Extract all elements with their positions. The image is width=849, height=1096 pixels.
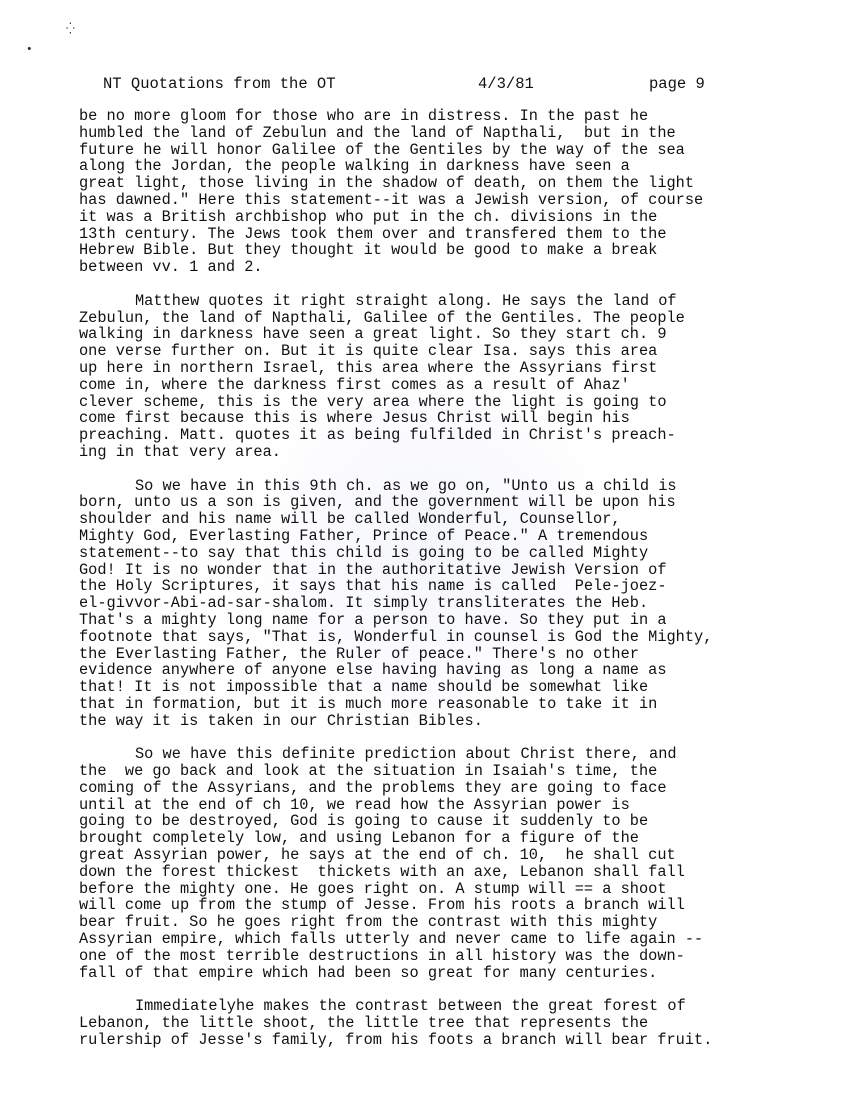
paragraph — [79, 108, 799, 276]
text-line: it was a British archbishop who put in the ch. divisions in the — [79, 207, 658, 226]
text-line: until at the end of ch 10, we read how the Assyrian power is — [79, 795, 630, 814]
text-line: brought completely low, and using Lebanon for a figure of the — [79, 829, 639, 848]
body-text — [79, 108, 799, 1065]
text-line: before the mighty one. He goes right on. A stump will == a shoot — [79, 879, 667, 898]
text-line: born, unto us a son is given, and the government will be upon his — [79, 493, 676, 512]
document-title: NT Quotations from the OT — [103, 75, 336, 93]
text-line: God! It is no wonder that in the authoritative Jewish Version of — [79, 560, 667, 579]
text-line: Zebulun, the land of Napthali, Galilee of the Gentiles. The people — [79, 308, 685, 327]
text-line: future he will honor Galilee of the Gentiles by the way of the sea — [79, 140, 685, 159]
text-line: down the forest thickest thickets with an axe, Lebanon shall fall — [79, 862, 685, 881]
text-line: will come up from the stump of Jesse. From his roots a branch will — [79, 896, 685, 915]
paragraph — [79, 478, 799, 730]
text-line: Assyrian empire, which falls utterly and never came to life again -- — [79, 930, 704, 949]
paragraph — [79, 293, 799, 461]
text-line: be no more gloom for those who are in distress. In the past he — [79, 107, 649, 125]
text-line: Lebanon, the little shoot, the little tree that represents the — [79, 1014, 649, 1033]
text-line: So we have in this 9th ch. as we go on, "Unto us a child is — [135, 476, 677, 495]
text-line: fall of that empire which had been so great for many centuries. — [79, 963, 658, 982]
text-line: Hebrew Bible. But they thought it would be good to make a break — [79, 241, 658, 260]
text-line: rulership of Jesse's family, from his foots a branch will bear fruit. — [79, 1030, 713, 1049]
text-line: humbled the land of Zebulun and the land of Napthali, but in the — [79, 123, 676, 142]
text-line: come in, where the darkness first comes as a result of Ahaz' — [79, 375, 630, 394]
text-line: clever scheme, this is the very area where the light is going to — [79, 392, 667, 411]
text-line: ing in that very area. — [79, 442, 281, 461]
paragraph — [79, 746, 799, 981]
text-line: coming of the Assyrians, and the problems they are going to face — [79, 778, 667, 797]
text-line: So we have this definite prediction about Christ there, and — [135, 745, 677, 764]
text-line: the Everlasting Father, the Ruler of peace." There's no other — [79, 644, 639, 663]
text-line: walking in darkness have seen a great light. So they start ch. 9 — [79, 325, 667, 344]
text-line: shoulder and his name will be called Wonderful, Counsellor, — [79, 510, 621, 529]
scan-speck: ⁛ — [66, 24, 75, 36]
text-line: has dawned." Here this statement--it was a Jewish version, of course — [79, 190, 704, 209]
text-line: statement--to say that this child is going to be called Mighty — [79, 543, 649, 562]
text-line: Immediatelyhe makes the contrast between the great forest of — [135, 997, 686, 1016]
text-line: the way it is taken in our Christian Bibles. — [79, 711, 483, 730]
text-line: 13th century. The Jews took them over and transfered them to the — [79, 224, 667, 243]
text-line: between vv. 1 and 2. — [79, 258, 263, 277]
text-line: footnote that says, "That is, Wonderful in counsel is God the Mighty, — [79, 627, 713, 646]
text-line: That's a mighty long name for a person to have. So they put in a — [79, 610, 667, 629]
text-line: great light, those living in the shadow of death, on them the light — [79, 174, 695, 193]
text-line: one verse further on. But it is quite clear Isa. says this area — [79, 342, 658, 361]
text-line: going to be destroyed, God is going to cause it suddenly to be — [79, 812, 649, 831]
text-line: that! It is not impossible that a name should be somewhat like — [79, 678, 649, 697]
document-date: 4/3/81 — [478, 75, 534, 93]
text-line: preaching. Matt. quotes it as being fulfilded in Christ's preach- — [79, 426, 676, 445]
text-line: the we go back and look at the situation in Isaiah's time, the — [79, 762, 658, 781]
paragraph — [79, 998, 799, 1048]
text-line: come first because this is where Jesus Christ will begin his — [79, 409, 630, 428]
text-line: up here in northern Israel, this area where the Assyrians first — [79, 358, 658, 377]
text-line: Matthew quotes it right straight along. He says the land of — [135, 291, 677, 310]
text-line: bear fruit. So he goes right from the contrast with this mighty — [79, 913, 658, 932]
text-line: Mighty God, Everlasting Father, Prince of Peace." A tremendous — [79, 526, 649, 545]
text-line: el-givvor-Abi-ad-sar-shalom. It simply transliterates the Heb. — [79, 594, 649, 613]
text-line: along the Jordan, the people walking in darkness have seen a — [79, 157, 630, 176]
text-line: great Assyrian power, he says at the end of ch. 10, he shall cut — [79, 846, 676, 865]
text-line: evidence anywhere of anyone else having having as long a name as — [79, 661, 667, 680]
text-line: that in formation, but it is much more reasonable to take it in — [79, 694, 658, 713]
page-number: page 9 — [649, 75, 705, 93]
text-line: the Holy Scriptures, it says that his name is called Pele-joez- — [79, 577, 667, 596]
text-line: one of the most terrible destructions in all history was the down- — [79, 946, 685, 965]
scan-speck: • — [26, 44, 33, 56]
